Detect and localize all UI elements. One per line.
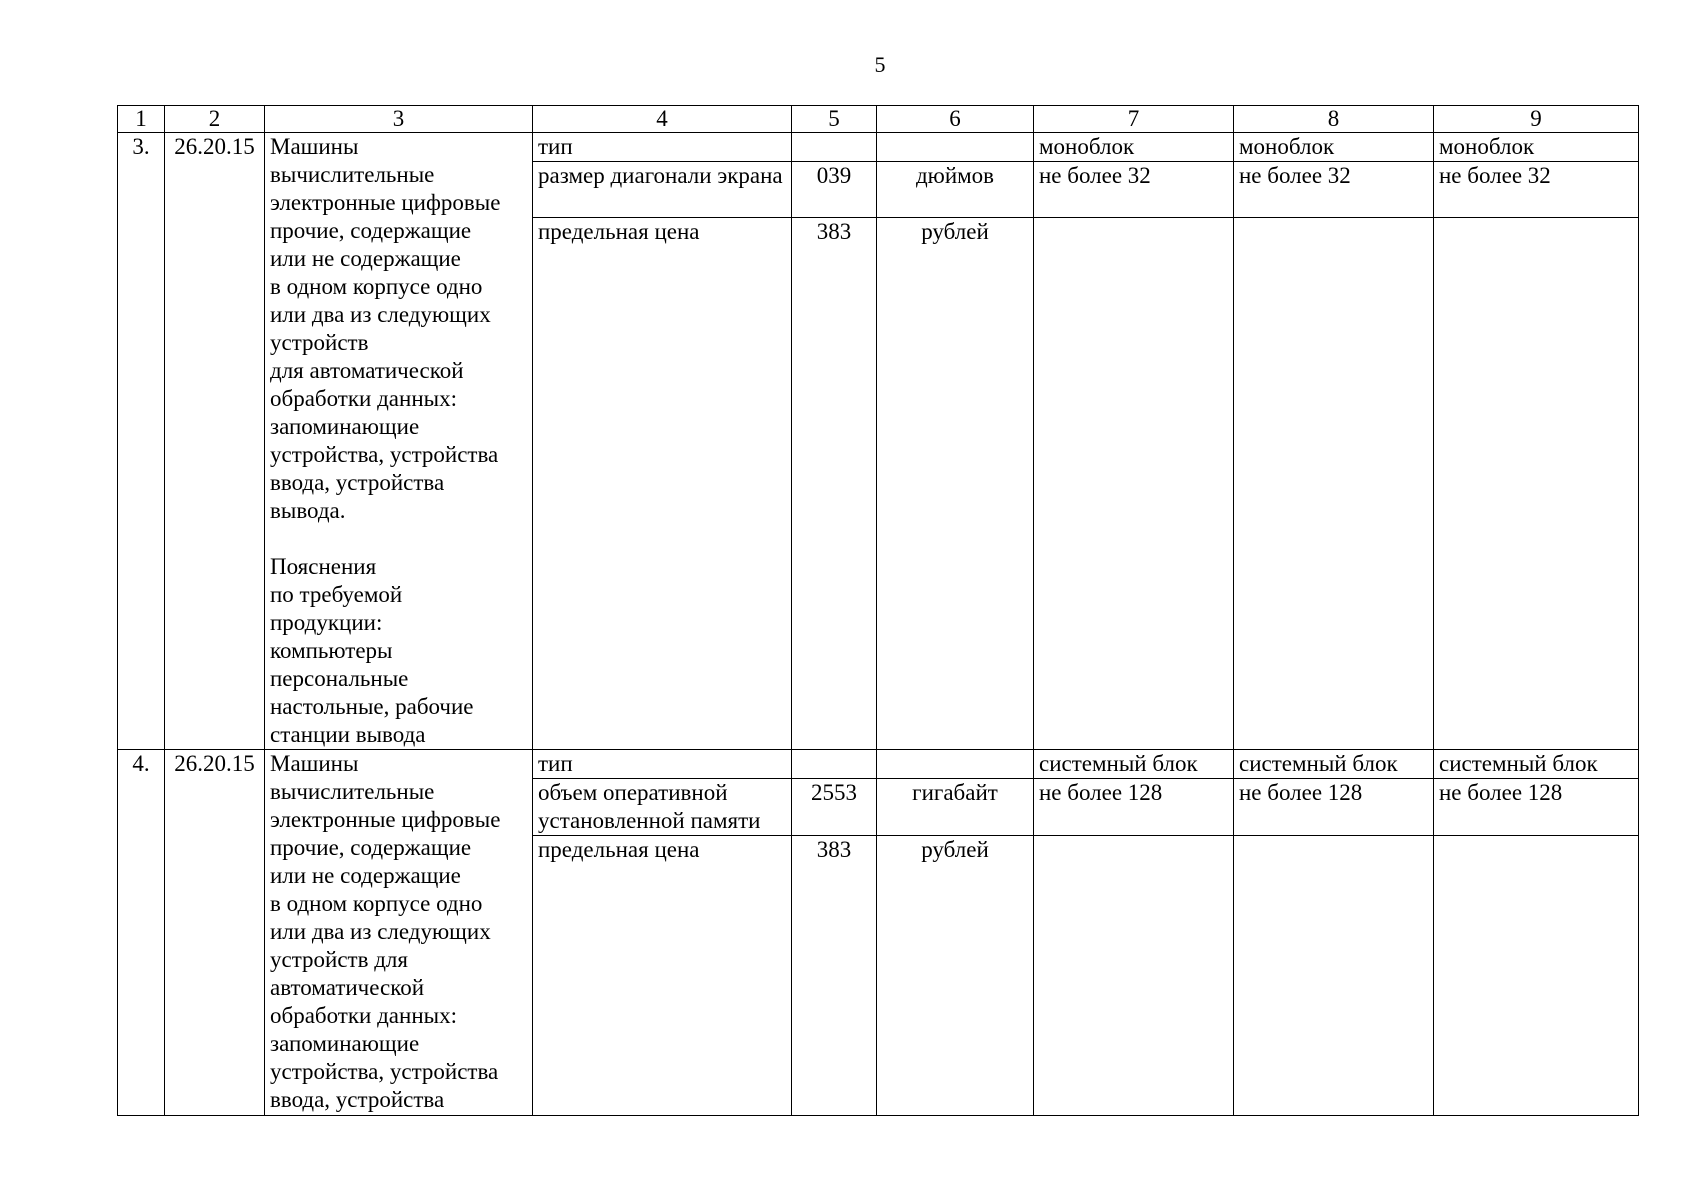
header-row <box>118 106 1639 133</box>
okei-code: 383 <box>792 218 877 750</box>
column-header: 7 <box>1034 106 1234 133</box>
column-header: 1 <box>118 106 165 133</box>
page-number: 5 <box>874 52 886 77</box>
okei-code <box>792 750 877 779</box>
row-number: 3. <box>118 133 165 750</box>
requirements-table <box>117 105 1639 1116</box>
column-header: 8 <box>1234 106 1434 133</box>
value-col9: не более 128 <box>1434 779 1639 836</box>
value-col8: системный блок <box>1234 750 1434 779</box>
unit-name: рублей <box>877 836 1034 1116</box>
unit-name: рублей <box>877 218 1034 750</box>
column-header: 5 <box>792 106 877 133</box>
value-col7 <box>1034 218 1234 750</box>
okei-code <box>792 133 877 162</box>
characteristic-name: тип <box>533 133 792 162</box>
value-col8: не более 32 <box>1234 162 1434 218</box>
value-col8: не более 128 <box>1234 779 1434 836</box>
unit-name: гигабайт <box>877 779 1034 836</box>
value-col7: моноблок <box>1034 133 1234 162</box>
value-col7: системный блок <box>1034 750 1234 779</box>
product-description: Машины вычислительные электронные цифровые прочие, содержащие или не содержащие в одном корпусе одно или два из следующих устройств для автоматической обработки данных: запоминающие устройства, устройства ввода, устройства <box>265 750 533 1116</box>
table-row <box>118 750 1639 779</box>
value-col7 <box>1034 836 1234 1116</box>
value-col9: не более 32 <box>1434 162 1639 218</box>
unit-name <box>877 133 1034 162</box>
column-header: 3 <box>265 106 533 133</box>
characteristic-name: тип <box>533 750 792 779</box>
characteristic-name: предельная цена <box>533 218 792 750</box>
value-col9 <box>1434 218 1639 750</box>
column-header: 6 <box>877 106 1034 133</box>
row-number: 4. <box>118 750 165 1116</box>
column-header: 2 <box>165 106 265 133</box>
product-description: Машины вычислительные электронные цифровые прочие, содержащие или не содержащие в одном корпусе одно или два из следующих устройств для автоматической обработки данных: запоминающие устройства, устройства ввода, устройства вывода. Пояснения по требуемой продукции: компьютеры персональные настольные, рабочие станции вывода <box>265 133 533 750</box>
okei-code: 2553 <box>792 779 877 836</box>
unit-name: дюймов <box>877 162 1034 218</box>
unit-name <box>877 750 1034 779</box>
table-row <box>118 133 1639 162</box>
value-col7: не более 32 <box>1034 162 1234 218</box>
value-col9: моноблок <box>1434 133 1639 162</box>
value-col8 <box>1234 836 1434 1116</box>
value-col9: системный блок <box>1434 750 1639 779</box>
column-header: 4 <box>533 106 792 133</box>
value-col7: не более 128 <box>1034 779 1234 836</box>
value-col8 <box>1234 218 1434 750</box>
okei-code: 039 <box>792 162 877 218</box>
characteristic-name: размер диагонали экрана <box>533 162 792 218</box>
value-col8: моноблок <box>1234 133 1434 162</box>
column-header: 9 <box>1434 106 1639 133</box>
okpd-code: 26.20.15 <box>165 133 265 750</box>
characteristic-name: объем оперативной установленной памяти <box>533 779 792 836</box>
characteristic-name: предельная цена <box>533 836 792 1116</box>
okpd-code: 26.20.15 <box>165 750 265 1116</box>
value-col9 <box>1434 836 1639 1116</box>
okei-code: 383 <box>792 836 877 1116</box>
